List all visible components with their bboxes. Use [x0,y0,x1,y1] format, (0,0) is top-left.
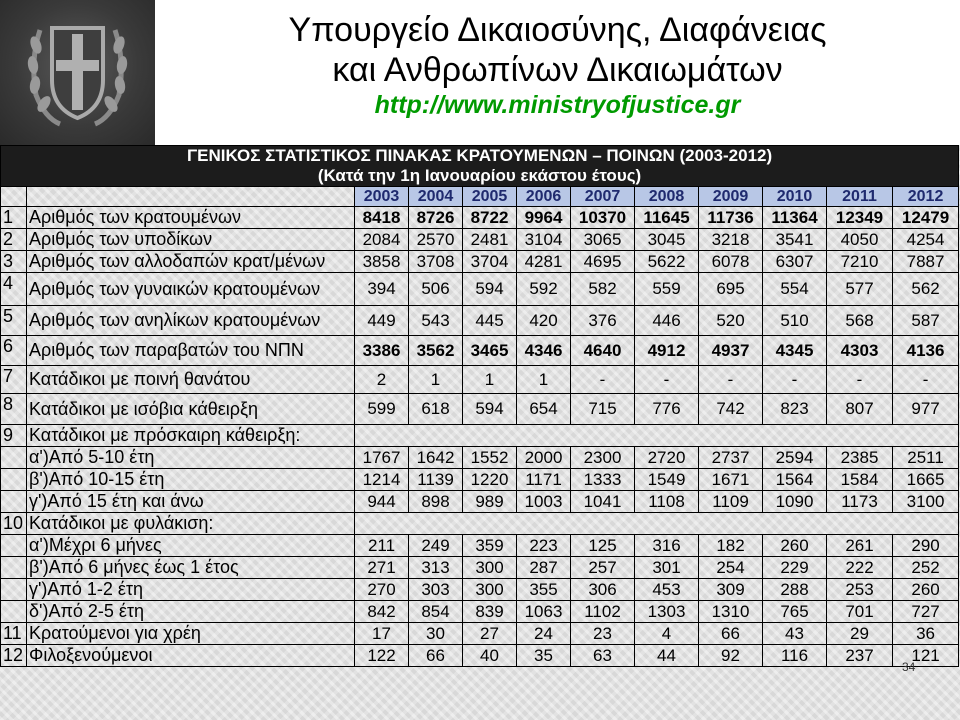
value-cell: 229 [763,557,827,579]
value-cell: 727 [893,601,959,623]
value-cell: - [699,366,763,394]
value-cell: 977 [893,394,959,425]
value-cell: 854 [409,601,463,623]
value-cell: 35 [517,645,571,667]
value-cell: 3465 [463,336,517,366]
value-cell: 543 [409,306,463,336]
table-row [1,229,959,251]
value-cell: 11364 [763,207,827,229]
value-cell: 577 [827,273,893,306]
value-cell: 445 [463,306,517,336]
empty-values-cell [355,425,959,447]
row-number: 11 [1,623,27,645]
value-cell: 222 [827,557,893,579]
value-cell: 359 [463,535,517,557]
table-row [1,207,959,229]
row-number: 3 [1,251,27,273]
row-label: β')Από 10-15 έτη [27,469,355,491]
table-row [1,535,959,557]
value-cell: 3045 [635,229,699,251]
value-cell: 9964 [517,207,571,229]
value-cell: 2300 [571,447,635,469]
year-header: 2007 [571,187,635,207]
row-number: 2 [1,229,27,251]
row-label: α')Από 5-10 έτη [27,447,355,469]
ministry-title-line2: και Ανθρωπίνων Δικαιωμάτων [332,51,783,89]
value-cell: 944 [355,491,409,513]
row-label: δ')Από 2-5 έτη [27,601,355,623]
value-cell: 301 [635,557,699,579]
value-cell: 1303 [635,601,699,623]
value-cell: 40 [463,645,517,667]
value-cell: 260 [893,579,959,601]
value-cell: 599 [355,394,409,425]
row-number [1,557,27,579]
value-cell: 24 [517,623,571,645]
value-cell: 223 [517,535,571,557]
value-cell: 92 [699,645,763,667]
value-cell: 3708 [409,251,463,273]
value-cell: 3704 [463,251,517,273]
value-cell: 1564 [763,469,827,491]
value-cell: 839 [463,601,517,623]
value-cell: 807 [827,394,893,425]
value-cell: 11645 [635,207,699,229]
row-number [1,579,27,601]
value-cell: 23 [571,623,635,645]
table-row [1,447,959,469]
value-cell: 594 [463,273,517,306]
value-cell: 776 [635,394,699,425]
table-row [1,645,959,667]
value-cell: 2594 [763,447,827,469]
row-number: 10 [1,513,27,535]
table-row [1,366,959,394]
value-cell: 1173 [827,491,893,513]
table-row [1,251,959,273]
value-cell: 30 [409,623,463,645]
table-row [1,425,959,447]
statistics-table [0,145,959,667]
value-cell: 237 [827,645,893,667]
year-header: 2008 [635,187,699,207]
value-cell: 1333 [571,469,635,491]
row-label: Φιλοξενούμενοι [27,645,355,667]
value-cell: 989 [463,491,517,513]
value-cell: 211 [355,535,409,557]
value-cell: - [571,366,635,394]
value-cell: 287 [517,557,571,579]
value-cell: 4346 [517,336,571,366]
value-cell: 1102 [571,601,635,623]
value-cell: 1552 [463,447,517,469]
value-cell: 2481 [463,229,517,251]
value-cell: 420 [517,306,571,336]
row-number: 1 [1,207,27,229]
value-cell: 303 [409,579,463,601]
value-cell: 394 [355,273,409,306]
value-cell: 506 [409,273,463,306]
value-cell: 4254 [893,229,959,251]
value-cell: 449 [355,306,409,336]
value-cell: 182 [699,535,763,557]
value-cell: - [827,366,893,394]
value-cell: 765 [763,601,827,623]
value-cell: 1108 [635,491,699,513]
value-cell: 27 [463,623,517,645]
value-cell: 618 [409,394,463,425]
value-cell: 2385 [827,447,893,469]
value-cell: 4695 [571,251,635,273]
row-label: Κατάδικοι με πρόσκαιρη κάθειρξη: [27,425,355,447]
table-row [1,273,959,306]
value-cell: 3386 [355,336,409,366]
coat-of-arms-emblem [0,0,155,145]
slide-number: 34 [902,660,916,674]
value-cell: 261 [827,535,893,557]
value-cell: 1063 [517,601,571,623]
table-row [1,336,959,366]
value-cell: 66 [409,645,463,667]
row-number: 4 [1,273,27,306]
value-cell: 271 [355,557,409,579]
statistics-table-container [0,145,960,720]
value-cell: 260 [763,535,827,557]
row-label: Αριθμός των παραβατών του ΝΠΝ [27,336,355,366]
value-cell: 12349 [827,207,893,229]
value-cell: 1 [463,366,517,394]
row-label: Κατάδικοι με φυλάκιση: [27,513,355,535]
year-header-row [1,187,959,207]
value-cell: 1139 [409,469,463,491]
value-cell: 1584 [827,469,893,491]
value-cell: 4136 [893,336,959,366]
value-cell: 4281 [517,251,571,273]
value-cell: 288 [763,579,827,601]
year-header: 2011 [827,187,893,207]
value-cell: 121 [893,645,959,667]
value-cell: 300 [463,557,517,579]
row-label: Κατάδικοι με ποινή θανάτου [27,366,355,394]
row-label: α')Μέχρι 6 μήνες [27,535,355,557]
row-number: 5 [1,306,27,336]
value-cell: 3858 [355,251,409,273]
value-cell: 3541 [763,229,827,251]
value-cell: 63 [571,645,635,667]
value-cell: 36 [893,623,959,645]
value-cell: 3104 [517,229,571,251]
value-cell: 2570 [409,229,463,251]
value-cell: 116 [763,645,827,667]
value-cell: 6078 [699,251,763,273]
value-cell: 8726 [409,207,463,229]
year-header: 2004 [409,187,463,207]
value-cell: 376 [571,306,635,336]
value-cell: 3562 [409,336,463,366]
value-cell: 1549 [635,469,699,491]
value-cell: 3065 [571,229,635,251]
value-cell: 8418 [355,207,409,229]
row-label: Αριθμός των υποδίκων [27,229,355,251]
value-cell: 742 [699,394,763,425]
value-cell: 2511 [893,447,959,469]
value-cell: 594 [463,394,517,425]
value-cell: 43 [763,623,827,645]
row-number: 7 [1,366,27,394]
value-cell: 2737 [699,447,763,469]
row-number: 6 [1,336,27,366]
value-cell: 1671 [699,469,763,491]
value-cell: 6307 [763,251,827,273]
ministry-title-line1: Υπουργείο Δικαιοσύνης, Διαφάνειας [288,11,827,49]
value-cell: 306 [571,579,635,601]
value-cell: 122 [355,645,409,667]
table-row [1,513,959,535]
value-cell: 4345 [763,336,827,366]
row-number [1,469,27,491]
value-cell: 252 [893,557,959,579]
value-cell: 44 [635,645,699,667]
value-cell: 4050 [827,229,893,251]
year-header: 2005 [463,187,517,207]
value-cell: 7210 [827,251,893,273]
value-cell: 4303 [827,336,893,366]
row-label: Κατάδικοι με ισόβια κάθειρξη [27,394,355,425]
table-caption-subtitle: (Κατά την 1η Ιανουαρίου εκάστου έτους) [317,166,642,185]
value-cell: - [893,366,959,394]
row-number [1,535,27,557]
value-cell: 1 [409,366,463,394]
value-cell: 1171 [517,469,571,491]
value-cell: 249 [409,535,463,557]
value-cell: 270 [355,579,409,601]
table-row [1,469,959,491]
value-cell: 592 [517,273,571,306]
value-cell: 1041 [571,491,635,513]
value-cell: 2084 [355,229,409,251]
value-cell: 842 [355,601,409,623]
row-label: Αριθμός των ανηλίκων κρατουμένων [27,306,355,336]
value-cell: 3100 [893,491,959,513]
value-cell: 654 [517,394,571,425]
value-cell: 4912 [635,336,699,366]
table-row [1,601,959,623]
value-cell: 1220 [463,469,517,491]
value-cell: 582 [571,273,635,306]
value-cell: 520 [699,306,763,336]
value-cell: 1 [517,366,571,394]
blank-header-cell [27,187,355,207]
value-cell: 290 [893,535,959,557]
table-caption-title: ΓΕΝΙΚΟΣ ΣΤΑΤΙΣΤΙΚΟΣ ΠΙΝΑΚΑΣ ΚΡΑΤΟΥΜΕΝΩΝ – ΠΟΙΝΩΝ (2003-2012) [186,146,773,165]
row-label: Αριθμός των κρατουμένων [27,207,355,229]
year-header: 2009 [699,187,763,207]
value-cell: 1767 [355,447,409,469]
year-header: 2010 [763,187,827,207]
value-cell: 316 [635,535,699,557]
value-cell: 125 [571,535,635,557]
value-cell: 587 [893,306,959,336]
row-number [1,601,27,623]
value-cell: 4 [635,623,699,645]
table-caption [1,146,959,187]
value-cell: 17 [355,623,409,645]
value-cell: 446 [635,306,699,336]
value-cell: 8722 [463,207,517,229]
year-header: 2003 [355,187,409,207]
value-cell: 568 [827,306,893,336]
value-cell: 898 [409,491,463,513]
value-cell: 559 [635,273,699,306]
row-label: Αριθμός των γυναικών κρατουμένων [27,273,355,306]
year-header: 2012 [893,187,959,207]
row-number [1,447,27,469]
empty-values-cell [355,513,959,535]
value-cell: 66 [699,623,763,645]
ministry-url-link[interactable]: http://www.ministryofjustice.gr [374,91,741,119]
value-cell: 11736 [699,207,763,229]
value-cell: 2720 [635,447,699,469]
value-cell: 254 [699,557,763,579]
value-cell: 309 [699,579,763,601]
value-cell: 12479 [893,207,959,229]
value-cell: 3218 [699,229,763,251]
row-label: β')Από 6 μήνες έως 1 έτος [27,557,355,579]
value-cell: 695 [699,273,763,306]
value-cell: 1214 [355,469,409,491]
row-label: Κρατούμενοι για χρέη [27,623,355,645]
value-cell: 355 [517,579,571,601]
value-cell: - [763,366,827,394]
value-cell: 7887 [893,251,959,273]
value-cell: 701 [827,601,893,623]
row-label: γ')Από 1-2 έτη [27,579,355,601]
value-cell: 2000 [517,447,571,469]
blank-header-cell [1,187,27,207]
value-cell: 1665 [893,469,959,491]
table-row [1,557,959,579]
ministry-header [155,0,960,145]
table-row [1,579,959,601]
value-cell: 313 [409,557,463,579]
value-cell: 257 [571,557,635,579]
value-cell: 29 [827,623,893,645]
value-cell: 510 [763,306,827,336]
value-cell: 562 [893,273,959,306]
row-label: Αριθμός των αλλοδαπών κρατ/μένων [27,251,355,273]
year-header: 2006 [517,187,571,207]
table-row [1,623,959,645]
value-cell: 1642 [409,447,463,469]
table-row [1,491,959,513]
value-cell: 715 [571,394,635,425]
value-cell: 453 [635,579,699,601]
value-cell: 300 [463,579,517,601]
value-cell: 2 [355,366,409,394]
value-cell: 823 [763,394,827,425]
row-number: 9 [1,425,27,447]
value-cell: 1310 [699,601,763,623]
value-cell: 1090 [763,491,827,513]
value-cell: 5622 [635,251,699,273]
row-number [1,491,27,513]
value-cell: 1003 [517,491,571,513]
value-cell: 253 [827,579,893,601]
row-number: 12 [1,645,27,667]
row-number: 8 [1,394,27,425]
row-label: γ')Από 15 έτη και άνω [27,491,355,513]
value-cell: 4640 [571,336,635,366]
value-cell: - [635,366,699,394]
value-cell: 554 [763,273,827,306]
value-cell: 10370 [571,207,635,229]
table-row [1,306,959,336]
value-cell: 4937 [699,336,763,366]
table-row [1,394,959,425]
value-cell: 1109 [699,491,763,513]
